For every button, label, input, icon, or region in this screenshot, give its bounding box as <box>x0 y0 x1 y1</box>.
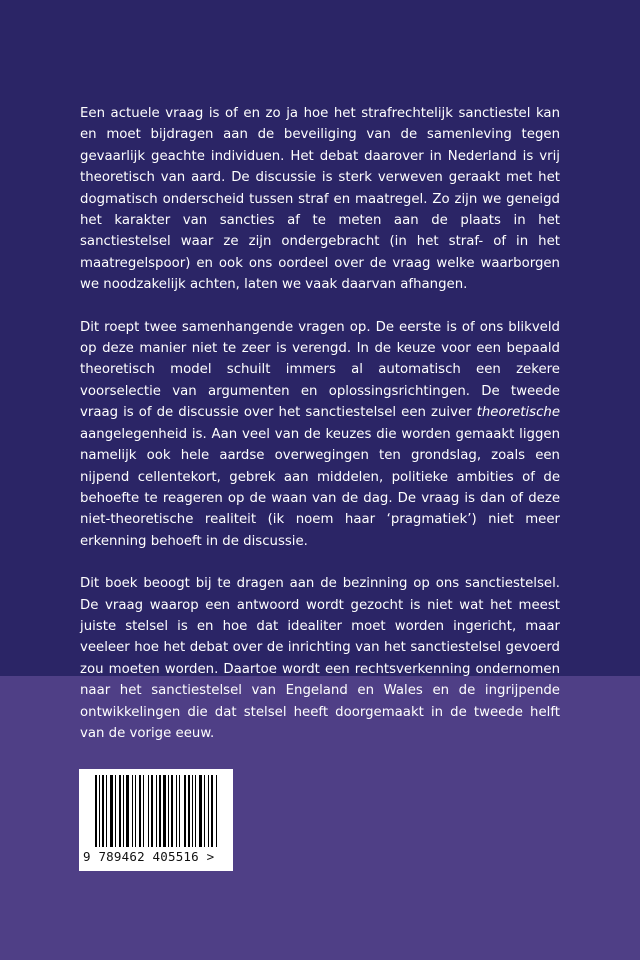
barcode-bar <box>199 775 202 847</box>
barcode-bar <box>163 775 166 847</box>
barcode-bar <box>171 775 173 847</box>
barcode-bar <box>106 775 107 847</box>
barcode-bar <box>151 775 153 847</box>
barcode-bar <box>195 775 196 847</box>
barcode-bar <box>123 775 124 847</box>
barcode-bar <box>216 775 217 847</box>
blurb-paragraph-3: Dit boek beoogt bij te dragen aan de bezinning op ons sanctiestelsel. De vraag waarop een antwoord wordt gezocht is niet wat het meest juiste stelsel is en hoe dat idealiter moet worden ingericht, maar veeleer hoe het debat over de inrichting van het sanctiestelsel gevoerd zou moeten worden. Daartoe wordt een rechtsverkenning ondernomen naar het sanctiestelsel van Engeland en Wales en de ingrijpende ontwikkelingen die dat stelsel heeft doorgemaakt in de tweede helft van de vorige eeuw. <box>80 576 560 741</box>
blurb-paragraph-2 <box>80 317 560 552</box>
barcode-bar <box>132 775 133 847</box>
barcode-bar <box>204 775 205 847</box>
barcode-bar <box>159 775 161 847</box>
barcode-bar <box>148 775 149 847</box>
barcode-bar <box>135 775 136 847</box>
barcode-bar <box>99 775 100 847</box>
blurb-paragraph-2-start: Dit roept twee samenhangende vragen op. De eerste is of ons blikveld op deze manier niet te zeer is verengd. In de keuze voor een bepaald theoretisch model schuilt immers al automatisch een zekere voorselectie van argumenten en oplossingsrichtingen. De tweede vraag is of de discussie over het sanctiestelsel een zuiver <box>80 319 560 421</box>
blurb-paragraph-2-end: aangelegenheid is. Aan veel van de keuzes die worden gemaakt liggen namelijk ook hele aardse overwegingen ten grondslag, zoals een nijpend cellentekort, gebrek aan middelen, politieke ambities of de behoefte te reageren op de waan van de dag. De vraag is dan of deze niet-theoretische realiteit (ik noem haar ‘pragmatiek’) niet meer erkenning behoeft in de discussie. <box>80 426 560 549</box>
barcode-bar <box>179 775 180 847</box>
barcode-bar <box>139 775 141 847</box>
isbn-barcode <box>79 769 233 871</box>
barcode-bar <box>115 775 116 847</box>
blurb-paragraph-1: Een actuele vraag is of en zo ja hoe het strafrechtelijk sanctiestel kan en moet bijdragen aan de beveiliging van de samenleving tegen gevaarlijk geachte individuen. Het debat daarover in Nederland is vrij theoretisch van aard. De discussie is sterk verweven geraakt met het dogmatisch onderscheid tussen straf en maatregel. Zo zijn we geneigd het karakter van sancties af te meten aan de plaats in het sanctiestelsel waar ze zijn ondergebracht (in het straf- of in het maatregelspoor) en ook ons oordeel over de vraag welke waarborgen we noodzakelijk achten, laten we vaak daarvan afhangen. <box>80 106 560 293</box>
barcode-bar <box>119 775 121 847</box>
blurb-emphasis: theoretische <box>476 405 560 421</box>
barcode-bar <box>184 775 186 847</box>
barcode-bar <box>102 775 104 847</box>
barcode-bar <box>143 775 144 847</box>
isbn-number: 9 789462 405516 > <box>83 849 215 864</box>
barcode-bar <box>192 775 193 847</box>
blurb-text <box>80 103 560 765</box>
barcode-bar <box>168 775 169 847</box>
barcode-bar <box>208 775 209 847</box>
barcode-bar <box>126 775 129 847</box>
barcode-bar <box>188 775 190 847</box>
barcode-bar <box>211 775 213 847</box>
barcode-bar <box>156 775 157 847</box>
barcode-bar <box>110 775 113 847</box>
barcode-bar <box>176 775 177 847</box>
barcode-bar <box>95 775 97 847</box>
